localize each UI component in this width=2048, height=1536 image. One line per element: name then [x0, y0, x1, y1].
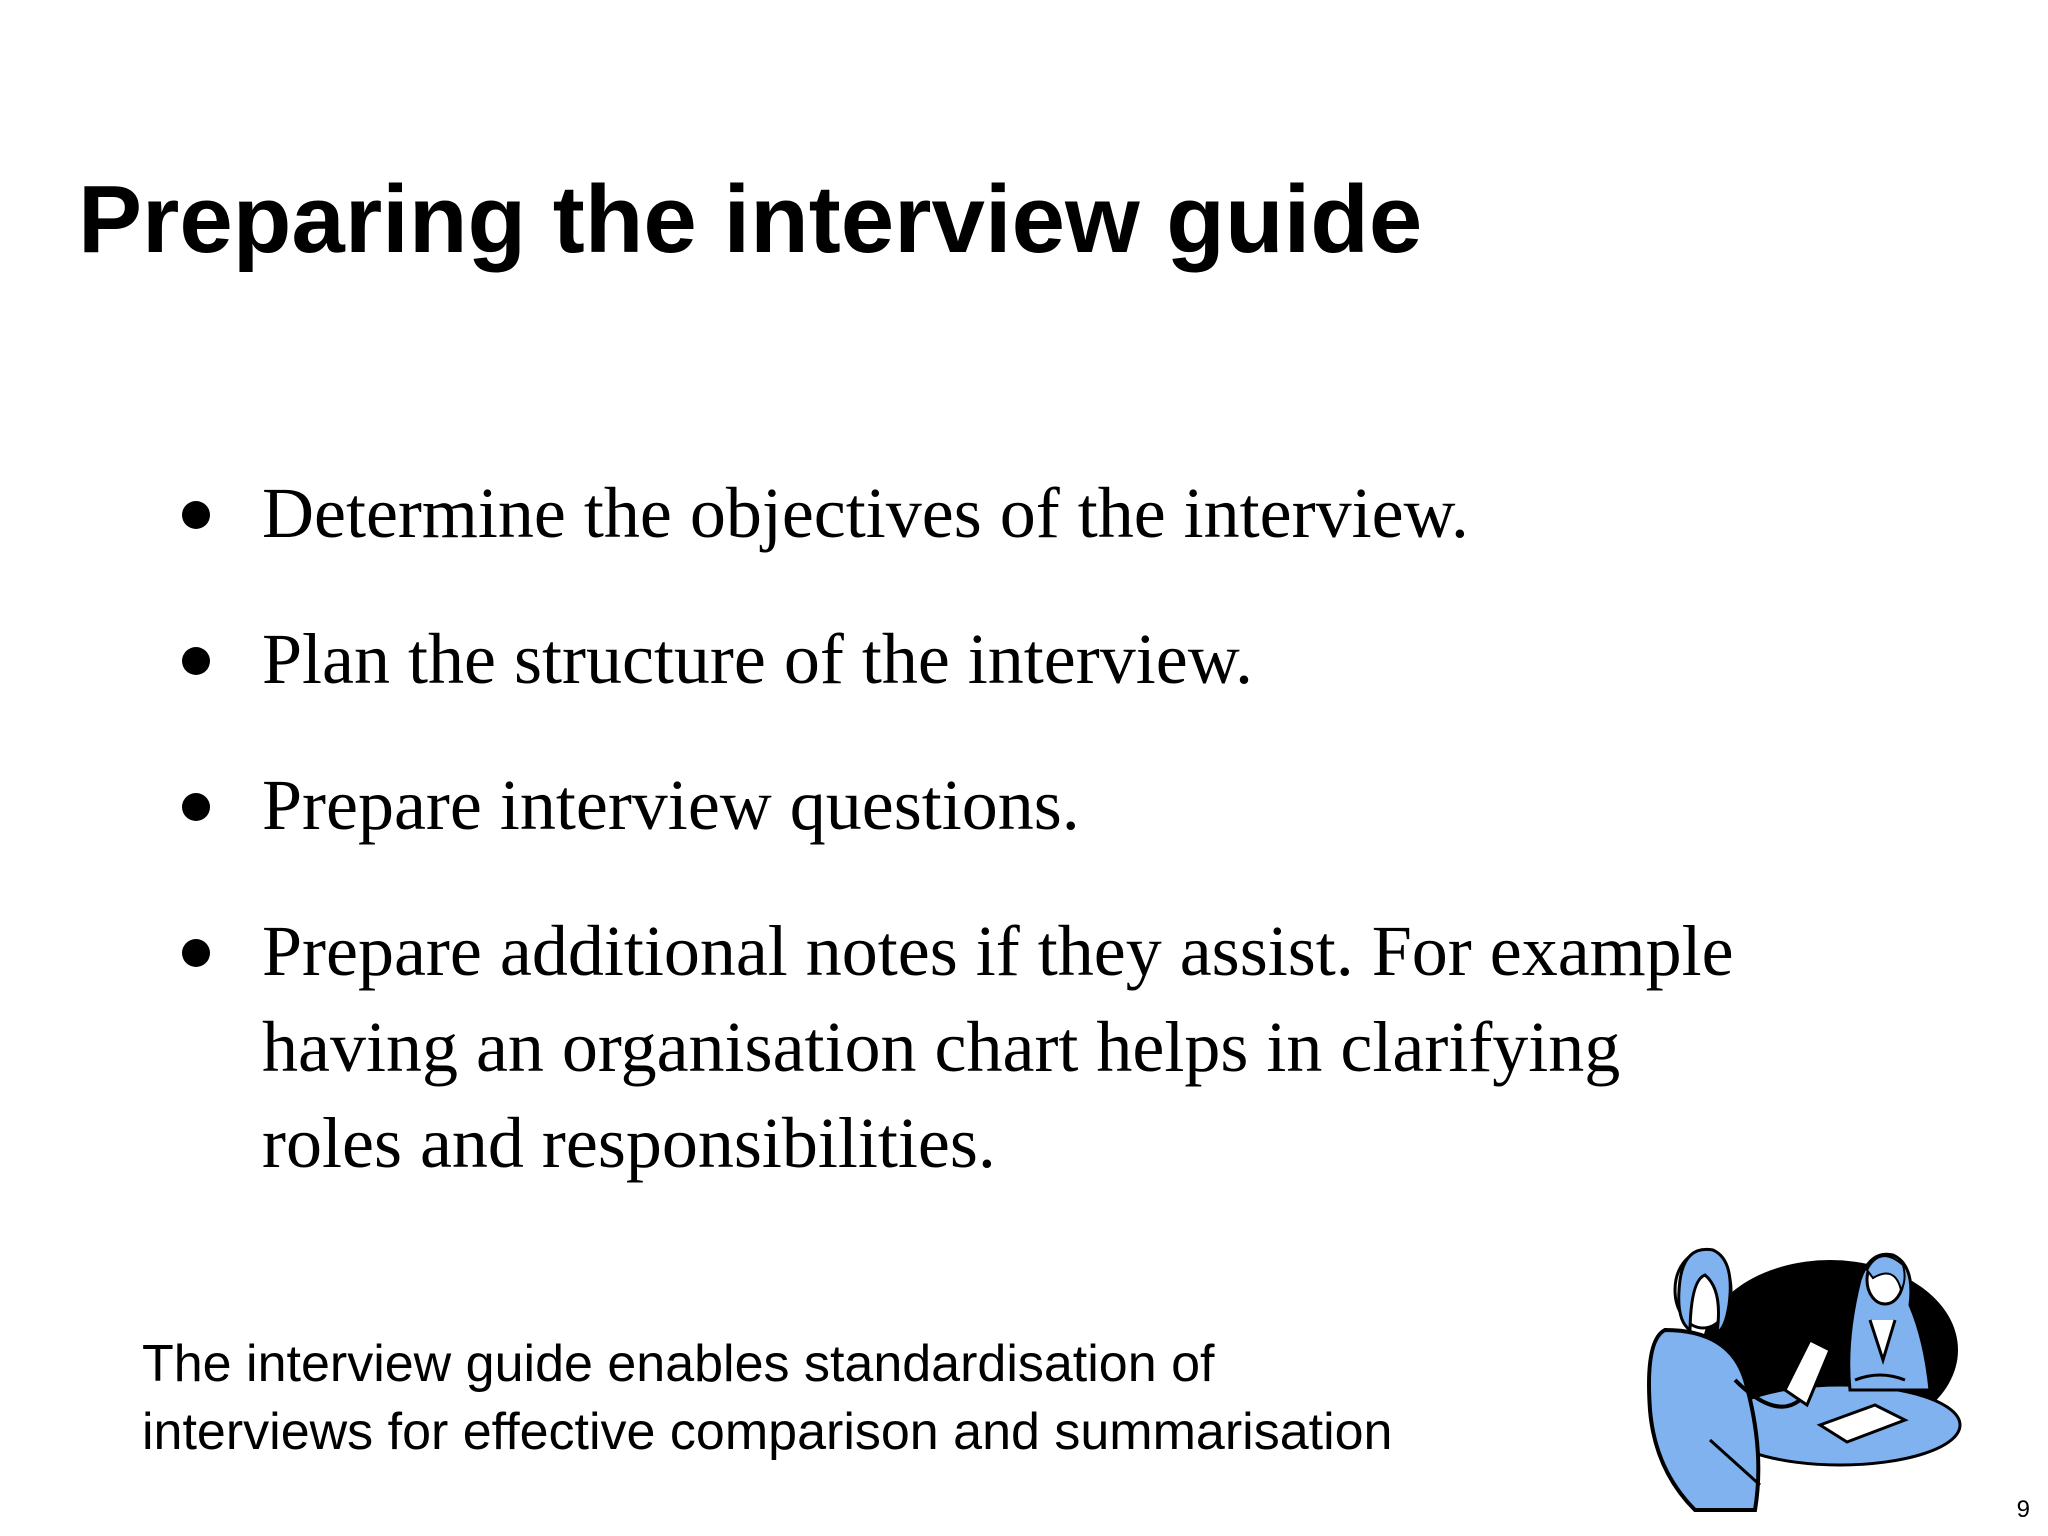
bullet-item [170, 757, 1770, 853]
bullet-item [170, 611, 1770, 707]
bullet-item [170, 903, 1770, 1191]
bullet-dot-icon [182, 793, 210, 821]
bullet-dot-icon [182, 939, 210, 967]
bullet-text: Plan the structure of the interview. [262, 619, 1254, 699]
bullet-text: Prepare additional notes if they assist. For example having an organisation chart helps in clarifying roles and responsibilities. [262, 911, 1734, 1183]
interview-clipart-icon [1625, 1220, 1965, 1520]
caption-line-1: The interview guide enables standardisation of [142, 1335, 1215, 1393]
bullet-dot-icon [182, 647, 210, 675]
bullet-text: Prepare interview questions. [262, 765, 1080, 845]
bullet-dot-icon [182, 501, 210, 529]
page-number: 9 [2016, 1496, 2030, 1523]
bullet-text: Determine the objectives of the interview. [262, 473, 1469, 553]
bullet-item [170, 465, 1770, 561]
bullet-list [170, 465, 1770, 1241]
caption-line-2: interviews for effective comparison and summarisation [142, 1403, 1393, 1461]
slide-title: Preparing the interview guide [78, 166, 1423, 273]
caption [142, 1330, 1622, 1466]
